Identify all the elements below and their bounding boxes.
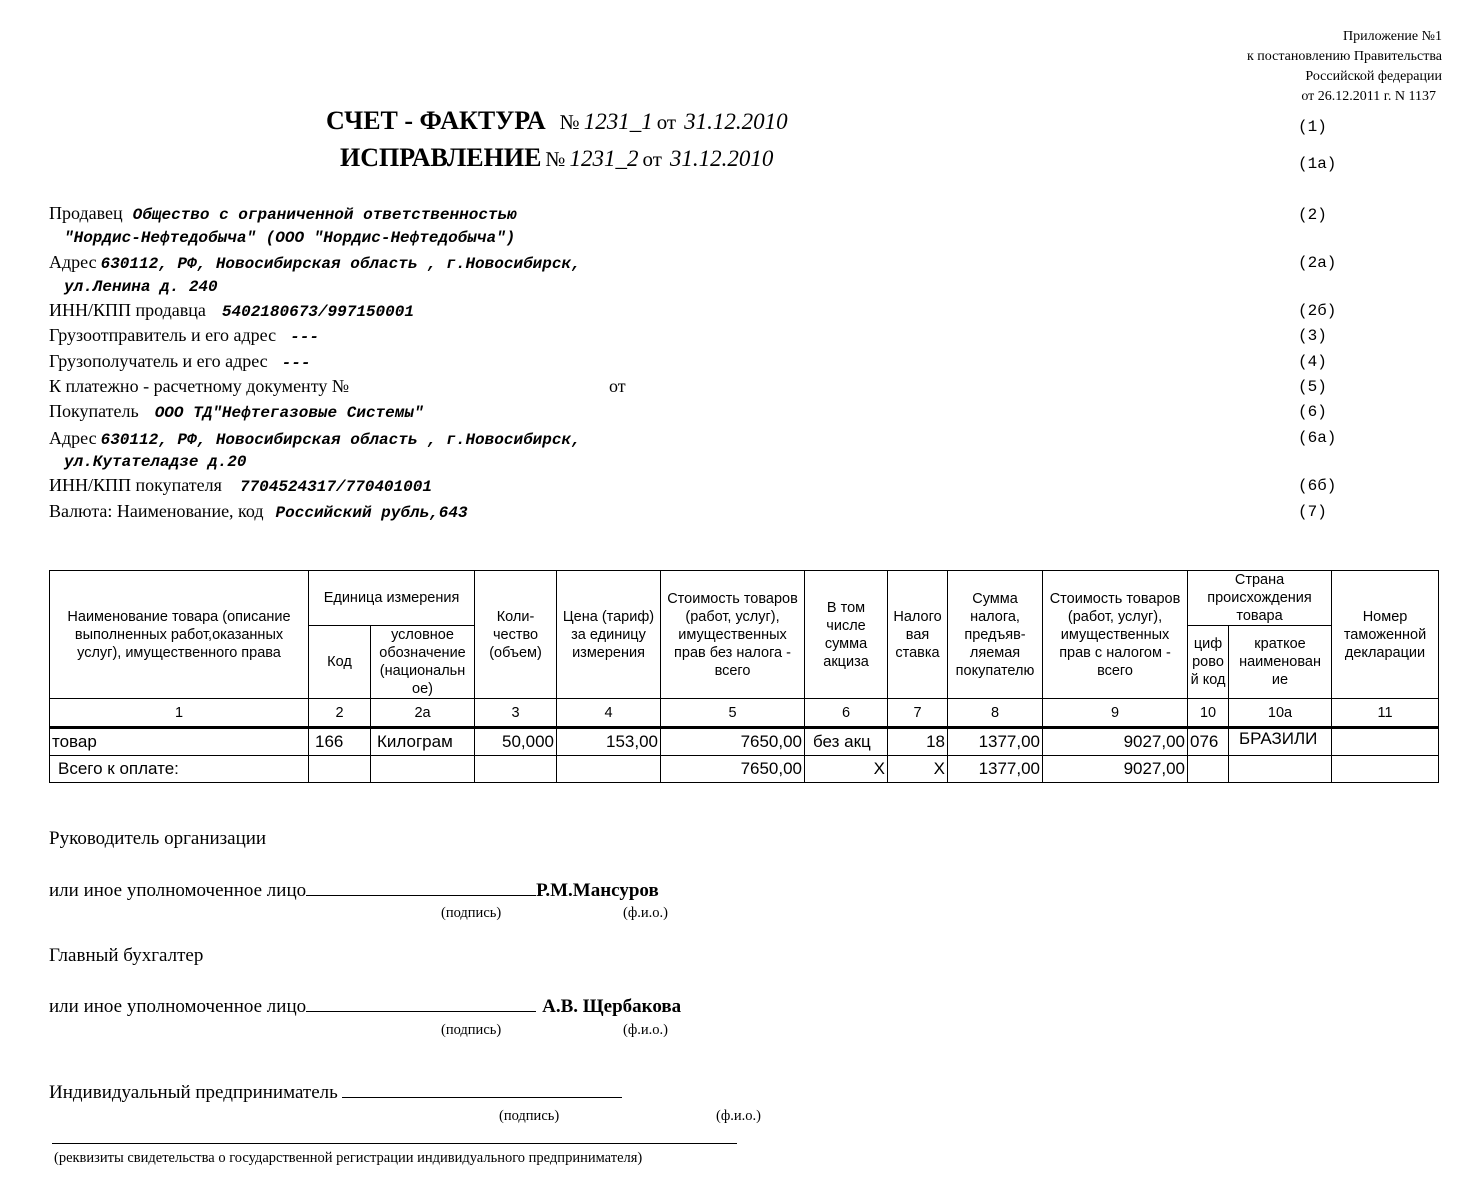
buyer-address-value: 630112, РФ, Новосибирская область , г.Новосибирск, xyxy=(100,431,581,449)
header-name: Наименование товара (описание выполненных работ,оказанных услуг), имущественного права xyxy=(50,571,309,699)
shipper-row xyxy=(49,325,319,346)
registration-hint: (реквизиты свидетельства о государственной регистрации индивидуального предпринимателя) xyxy=(54,1150,643,1166)
appendix-line-2: к постановлению Правительства xyxy=(1246,49,1442,64)
invoice-table xyxy=(49,570,1439,783)
entrepreneur-row xyxy=(49,1082,622,1104)
payment-doc-from: от xyxy=(609,376,626,396)
accountant-sign-hint: (подпись) xyxy=(441,1022,502,1038)
colnum: 10а xyxy=(1229,699,1332,728)
column-number-row xyxy=(50,699,1439,728)
consignee-row xyxy=(49,351,310,372)
correction-no-sign: № xyxy=(545,147,566,171)
colnum: 4 xyxy=(557,699,661,728)
cell-unit-code: 166 xyxy=(309,728,371,756)
colnum: 2 xyxy=(309,699,371,728)
table-row xyxy=(50,728,1439,756)
appendix-line-4: от 26.12.2011 г. N 1137 xyxy=(1301,89,1436,104)
seller-inn-row xyxy=(49,300,414,321)
total-cost-no-tax: 7650,00 xyxy=(661,756,805,783)
total-excise: X xyxy=(805,756,888,783)
accountant-signature-row xyxy=(49,996,681,1018)
entrepreneur-fio-hint: (ф.и.о.) xyxy=(716,1108,761,1124)
head-signature-line xyxy=(306,881,536,896)
header-country-code: циф ровo й код xyxy=(1188,626,1229,699)
currency-row xyxy=(49,501,468,522)
total-empty xyxy=(1332,756,1439,783)
head-name: Р.М.Мансуров xyxy=(536,880,659,901)
colnum: 11 xyxy=(1332,699,1439,728)
seller-address-code: (2а) xyxy=(1298,254,1337,272)
total-row xyxy=(50,756,1439,783)
header-country-name: краткое наименован ие xyxy=(1229,626,1332,699)
correction-from: от xyxy=(642,147,662,171)
colnum: 3 xyxy=(475,699,557,728)
total-empty xyxy=(1188,756,1229,783)
seller-value: Общество с ограниченной ответственностью xyxy=(132,206,517,224)
seller-inn-label: ИНН/КПП продавца xyxy=(49,300,206,320)
colnum: 10 xyxy=(1188,699,1229,728)
total-empty xyxy=(309,756,371,783)
currency-value: Российский рубль,643 xyxy=(275,504,468,522)
header-price: Цена (тариф) за единицу измерения xyxy=(557,571,661,699)
invoice-from: от xyxy=(656,110,677,134)
seller-address-row xyxy=(49,252,581,273)
payment-doc-code: (5) xyxy=(1298,378,1327,396)
buyer-value: ООО ТД"Нефтегазовые Системы" xyxy=(154,404,424,422)
header-unit: Единица измерения xyxy=(309,571,475,626)
seller-row xyxy=(49,203,517,224)
cell-cost-no-tax: 7650,00 xyxy=(661,728,805,756)
accountant-label: Главный бухгалтер xyxy=(49,945,204,966)
cell-country-name: БРАЗИЛИ xyxy=(1229,728,1332,756)
payment-doc-label: К платежно - расчетному документу № xyxy=(49,376,349,396)
header-qty: Коли- чество (объем) xyxy=(475,571,557,699)
buyer-address-code: (6а) xyxy=(1298,429,1337,447)
entrepreneur-label: Индивидуальный предприниматель xyxy=(49,1082,338,1103)
invoice-code: (1) xyxy=(1298,118,1327,136)
cell-excise: без акц xyxy=(805,728,888,756)
correction-code: (1а) xyxy=(1298,155,1337,173)
cell-country-code: 076 xyxy=(1188,728,1229,756)
head-sign-hint: (подпись) xyxy=(441,905,502,921)
consignee-code: (4) xyxy=(1298,353,1327,371)
colnum: 6 xyxy=(805,699,888,728)
colnum: 7 xyxy=(888,699,948,728)
total-cost-with-tax: 9027,00 xyxy=(1043,756,1188,783)
correction-title xyxy=(340,143,773,173)
correction-label: ИСПРАВЛЕНИЕ xyxy=(340,143,542,172)
total-empty xyxy=(475,756,557,783)
header-cost-no-tax: Стоимость товаров (работ, услуг), имущественных прав без налога - всего xyxy=(661,571,805,699)
seller-address-label: Адрес xyxy=(49,252,97,272)
shipper-value: --- xyxy=(290,328,319,346)
correction-date: 31.12.2010 xyxy=(669,146,774,171)
total-empty xyxy=(557,756,661,783)
header-country: Страна происхождения товара xyxy=(1188,571,1332,626)
buyer-label: Покупатель xyxy=(49,401,139,421)
cell-customs xyxy=(1332,728,1439,756)
cell-cost-with-tax: 9027,00 xyxy=(1043,728,1188,756)
registration-line xyxy=(52,1143,737,1144)
cell-unit-symbol: Килограм xyxy=(371,728,475,756)
colnum: 1 xyxy=(50,699,309,728)
seller-inn-code: (2б) xyxy=(1298,302,1337,320)
seller-code: (2) xyxy=(1298,206,1327,224)
currency-label: Валюта: Наименование, код xyxy=(49,501,264,521)
invoice-date: 31.12.2010 xyxy=(684,109,788,134)
buyer-inn-label: ИНН/КПП покупателя xyxy=(49,475,222,495)
invoice-number: 1231_1 xyxy=(583,109,653,134)
head-label: Руководитель организации xyxy=(49,828,267,849)
total-rate: X xyxy=(888,756,948,783)
buyer-address-value-2: ул.Кутателадзе д.20 xyxy=(64,453,247,471)
colnum: 2а xyxy=(371,699,475,728)
consignee-value: --- xyxy=(281,354,311,372)
seller-value-2: "Нордис-Нефтедобыча" (ООО "Нордис-Нефтедобыча") xyxy=(64,229,516,247)
cell-rate: 18 xyxy=(888,728,948,756)
accountant-authorized-label: или иное уполномоченное лицо xyxy=(49,996,307,1017)
invoice-title xyxy=(326,106,788,136)
total-tax-sum: 1377,00 xyxy=(948,756,1043,783)
entrepreneur-signature-line xyxy=(342,1083,622,1098)
seller-inn-value: 5402180673/997150001 xyxy=(221,303,414,321)
buyer-address-row xyxy=(49,428,581,449)
seller-address-value: 630112, РФ, Новосибирская область , г.Новосибирск, xyxy=(100,255,581,273)
correction-number: 1231_2 xyxy=(569,146,639,171)
header-excise: В том числе сумма акциза xyxy=(805,571,888,699)
total-empty xyxy=(371,756,475,783)
buyer-inn-value: 7704524317/770401001 xyxy=(239,478,432,496)
colnum: 5 xyxy=(661,699,805,728)
colnum: 8 xyxy=(948,699,1043,728)
colnum: 9 xyxy=(1043,699,1188,728)
accountant-signature-line xyxy=(306,997,536,1012)
cell-qty: 50,000 xyxy=(475,728,557,756)
buyer-inn-row xyxy=(49,475,432,496)
payment-doc-row xyxy=(49,376,349,397)
currency-code: (7) xyxy=(1298,503,1327,521)
header-customs: Номер таможенной декларации xyxy=(1332,571,1439,699)
accountant-fio-hint: (ф.и.о.) xyxy=(623,1022,668,1038)
head-authorized-label: или иное уполномоченное лицо xyxy=(49,880,307,901)
cell-price: 153,00 xyxy=(557,728,661,756)
buyer-address-label: Адрес xyxy=(49,428,97,448)
seller-label: Продавец xyxy=(49,203,123,223)
header-cost-with-tax: Стоимость товаров (работ, услуг), имущественных прав с налогом - всего xyxy=(1043,571,1188,699)
appendix-line-1: Приложение №1 xyxy=(1343,29,1442,44)
head-signature-row xyxy=(49,880,659,902)
shipper-code: (3) xyxy=(1298,327,1327,345)
header-unit-code: Код xyxy=(309,626,371,699)
buyer-inn-code: (6б) xyxy=(1298,477,1337,495)
total-label: Всего к оплате: xyxy=(50,756,309,783)
seller-address-value-2: ул.Ленина д. 240 xyxy=(64,278,218,296)
cell-name: товар xyxy=(50,728,309,756)
invoice-no-sign: № xyxy=(559,110,580,134)
invoice-label: СЧЕТ - ФАКТУРА xyxy=(326,106,546,135)
total-empty xyxy=(1229,756,1332,783)
head-fio-hint: (ф.и.о.) xyxy=(623,905,668,921)
appendix-note xyxy=(1247,27,1442,107)
appendix-line-3: Российской федерации xyxy=(1305,69,1442,84)
consignee-label: Грузополучатель и его адрес xyxy=(49,351,268,371)
buyer-row xyxy=(49,401,424,422)
shipper-label: Грузоотправитель и его адрес xyxy=(49,325,277,345)
header-unit-symbol: условное обозначение (национальн ое) xyxy=(371,626,475,699)
accountant-name: А.В. Щербакова xyxy=(542,996,682,1017)
entrepreneur-sign-hint: (подпись) xyxy=(499,1108,560,1124)
cell-tax-sum: 1377,00 xyxy=(948,728,1043,756)
header-rate: Налого вая ставка xyxy=(888,571,948,699)
buyer-code: (6) xyxy=(1298,403,1327,421)
header-tax-sum: Сумма налога, предъяв- ляемая покупателю xyxy=(948,571,1043,699)
